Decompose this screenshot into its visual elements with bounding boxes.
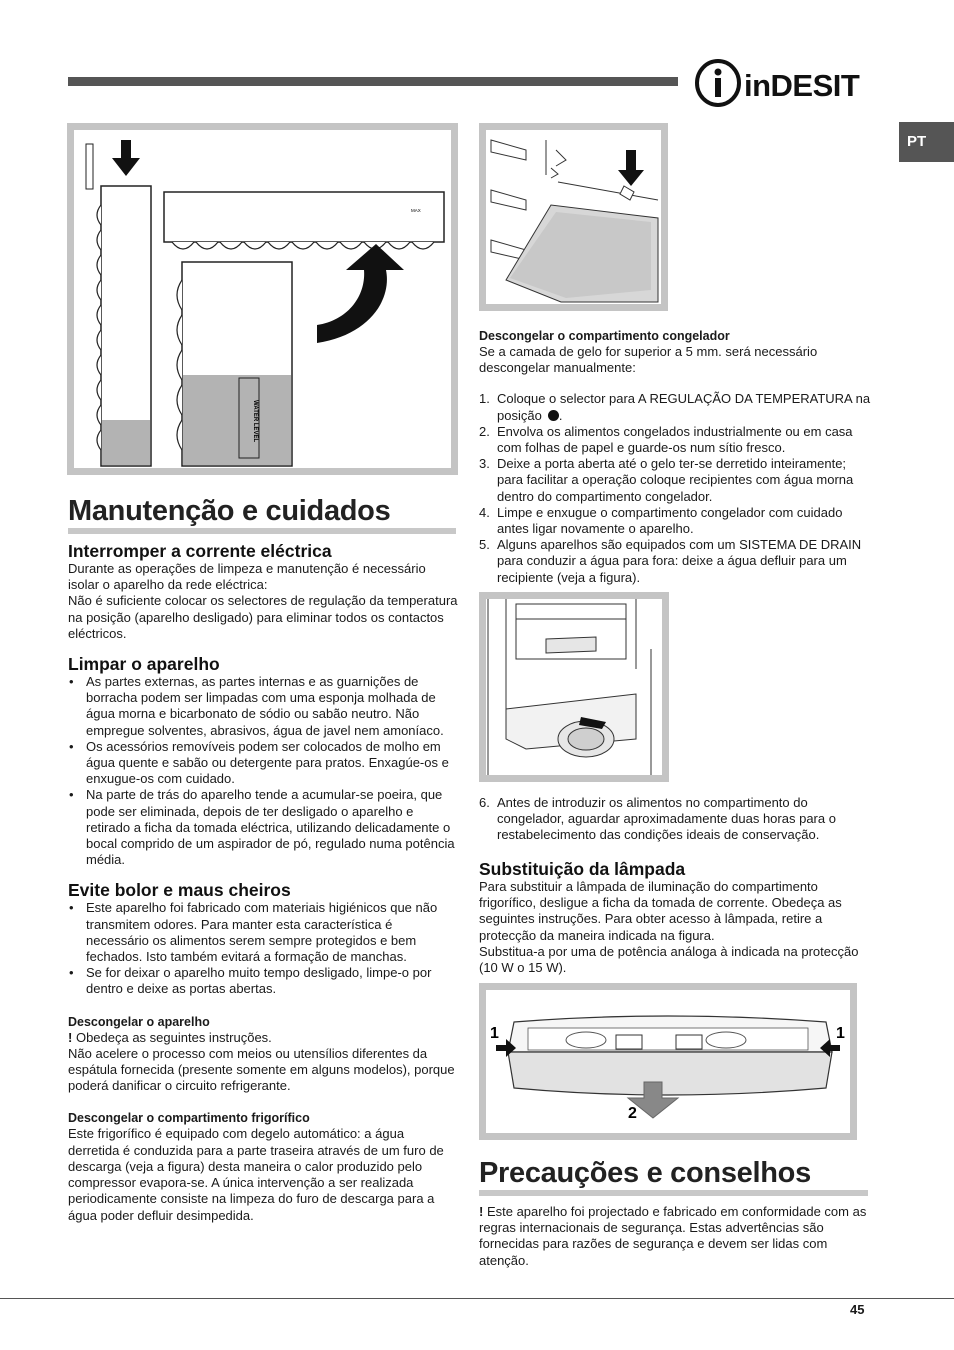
callout-2: 2	[628, 1105, 637, 1122]
lamp-text: Para substituir a lâmpada de iluminação do compartimento frigorífico, desligue a ficha da tomada de corrente. Obedeça as seguintes instruções. Para obter acesso à lâmpada, retire a protecção da maneira indicada na figura. Substitua-a por uma de potência análoga à indicada na protecção (10 W o 15 W).	[479, 879, 859, 976]
defrost-heading: Descongelar o aparelho	[68, 1014, 210, 1029]
list-item: • Se for deixar o aparelho muito tempo desligado, limpe-o por dentro e deixe as portas abertas.	[68, 965, 458, 997]
step-number: 6.	[479, 795, 490, 810]
step-text: Deixe a porta aberta até o gelo ter-se derretido inteiramente; para facilitar a operação coloque recipientes com água morna dentro do compartimento congelador.	[497, 456, 854, 504]
step-six	[479, 795, 871, 844]
defrost-note	[68, 1030, 458, 1046]
freezer-defrost-section	[479, 328, 871, 586]
defrost-text: Não acelere o processo com meios ou utensílios diferentes da espátula fornecida (presente somente em alguns modelos), porque poderá danificar o circuito refrigerante.	[68, 1045, 455, 1094]
step-number: 1.	[479, 391, 490, 407]
mould-heading: Evite bolor e maus cheiros	[68, 880, 291, 901]
list-item	[479, 505, 871, 537]
freezer-defrost-step6	[479, 795, 871, 844]
list-item	[479, 456, 871, 505]
list-item	[479, 537, 871, 586]
list-item	[479, 795, 871, 844]
step-number: 5.	[479, 537, 490, 553]
freezer-defrost-intro: Se a camada de gelo for superior a 5 mm. será necessário descongelar manualmente:	[479, 344, 818, 376]
precautions-text	[479, 1204, 871, 1269]
fridge-defrost-text: Este frigorífico é equipado com degelo automático: a água derretida é conduzida para a parte traseira através de um furo de descarga (veja a figura) desta maneira o calor produzido pelo compressor evapora-se. A única intervenção a ser realizada periodicamente consiste na limpeza do furo de descarga para a água poder defluir desimpedida.	[68, 1126, 444, 1223]
step-text: Antes de introduzir os alimentos no compartimento do congelador, aguardar aproximadamente duas horas para o restabelecimento das condições ideais de conservação.	[497, 795, 836, 843]
cleaning-list	[68, 674, 458, 868]
power-heading: Interromper a corrente eléctrica	[68, 541, 332, 561]
mould-list	[68, 900, 458, 997]
indesit-logo	[694, 58, 870, 108]
step-text: Coloque o selector para A REGULAÇÃO DA TEMPERATURA na posição	[497, 391, 871, 423]
lamp-heading: Substituição da lâmpada	[479, 859, 686, 879]
left-text-column	[68, 541, 458, 1224]
warning-mark: !	[68, 1029, 73, 1045]
step-text: Limpe e enxugue o compartimento congelador com cuidado antes ligar novamente o aparelho.	[497, 504, 843, 537]
list-item: 1. Coloque o selector para A REGULAÇÃO DA TEMPERATURA na posição .	[479, 391, 871, 423]
precautions-title-wrap	[479, 1157, 868, 1196]
precautions-text-body: Este aparelho foi projectado e fabricado em conformidade com as regras internacionais de segurança. Estas advertências são fornecidas para razões de segurança e devem ser lidas com atenção.	[479, 1204, 867, 1268]
precautions-section	[479, 1204, 871, 1269]
maintenance-title-wrap	[68, 495, 456, 534]
freezer-defrost-steps	[479, 391, 871, 585]
freezer-defrost-heading: Descongelar o compartimento congelador	[479, 329, 730, 343]
list-item: • As partes externas, as partes internas e as guarnições de borracha podem ser limpadas com uma esponja molhada de água morna e bicarbonato de sódio ou sabão neutro. Não empregue solventes, abrasivos, água de javel nem amoníaco.	[68, 674, 458, 739]
step-text: Envolva os alimentos congelados industrialmente ou em casa com folhas de papel e guarde-os num sítio fresco.	[497, 423, 853, 456]
page-number: 45	[850, 1302, 865, 1317]
svg-text:inDESIT: inDESIT	[744, 68, 860, 103]
max-label-small: MAX	[411, 208, 421, 213]
header-rule	[68, 77, 678, 86]
list-item: • Os acessórios removíveis podem ser colocados de molho em água quente e sabão ou detergente para pratos. Enxagúe-os e enxugue-os com cuidado.	[68, 739, 458, 788]
step-number: 3.	[479, 456, 490, 472]
warning-mark: !	[479, 1204, 484, 1219]
lamp-cover-figure	[479, 983, 857, 1140]
step-text: Alguns aparelhos são equipados com um SISTEMA DE DRAIN para conduzir a água para fora: deixe a água defluir para um recipiente (veja a figura).	[497, 537, 862, 585]
cleaning-heading: Limpar o aparelho	[68, 654, 220, 675]
list-item: • Este aparelho foi fabricado com materiais higiénicos que não transmitem odores. Para manter esta característica é necessário os alimentos serem sempre protegidos e bem fechados. Isto também evitará a formação de manchas.	[68, 900, 458, 965]
language-tab: PT	[899, 122, 954, 162]
drain-figure	[479, 592, 669, 782]
callout-1-right: 1	[836, 1025, 845, 1042]
step-number: 4.	[479, 504, 490, 520]
ice-tray-figure	[67, 123, 458, 475]
fridge-defrost-heading: Descongelar o compartimento frigorífico	[68, 1111, 310, 1126]
list-item: • Na parte de trás do aparelho tende a acumular-se poeira, que pode ser eliminada, depois de ter desligado o aparelho e retirado a ficha da tomada eléctrica, utilizando delicadamente o bocal comprido de um aspirador de pó, regulado numa potência média.	[68, 787, 458, 868]
maintenance-title: Manutenção e cuidados	[68, 495, 391, 527]
max-water-level-label: WATER LEVEL	[252, 400, 258, 443]
footer-rule	[0, 1298, 954, 1299]
freezer-figure	[479, 123, 668, 311]
list-item	[479, 424, 871, 456]
lamp-section	[479, 859, 871, 976]
step-number: 2.	[479, 423, 490, 439]
callout-1-left: 1	[490, 1025, 499, 1042]
defrost-note-text: Obedeça as seguintes instruções.	[72, 1029, 272, 1045]
power-text: Durante as operações de limpeza e manutenção é necessário isolar o aparelho da rede eléctrica: Não é suficiente colocar os selectores de regulação da temperatura na posição (aparelho desligado) para eliminar todos os contactos eléctricos.	[68, 561, 458, 641]
off-symbol-icon	[548, 410, 559, 421]
precautions-title: Precauções e conselhos	[479, 1157, 811, 1189]
